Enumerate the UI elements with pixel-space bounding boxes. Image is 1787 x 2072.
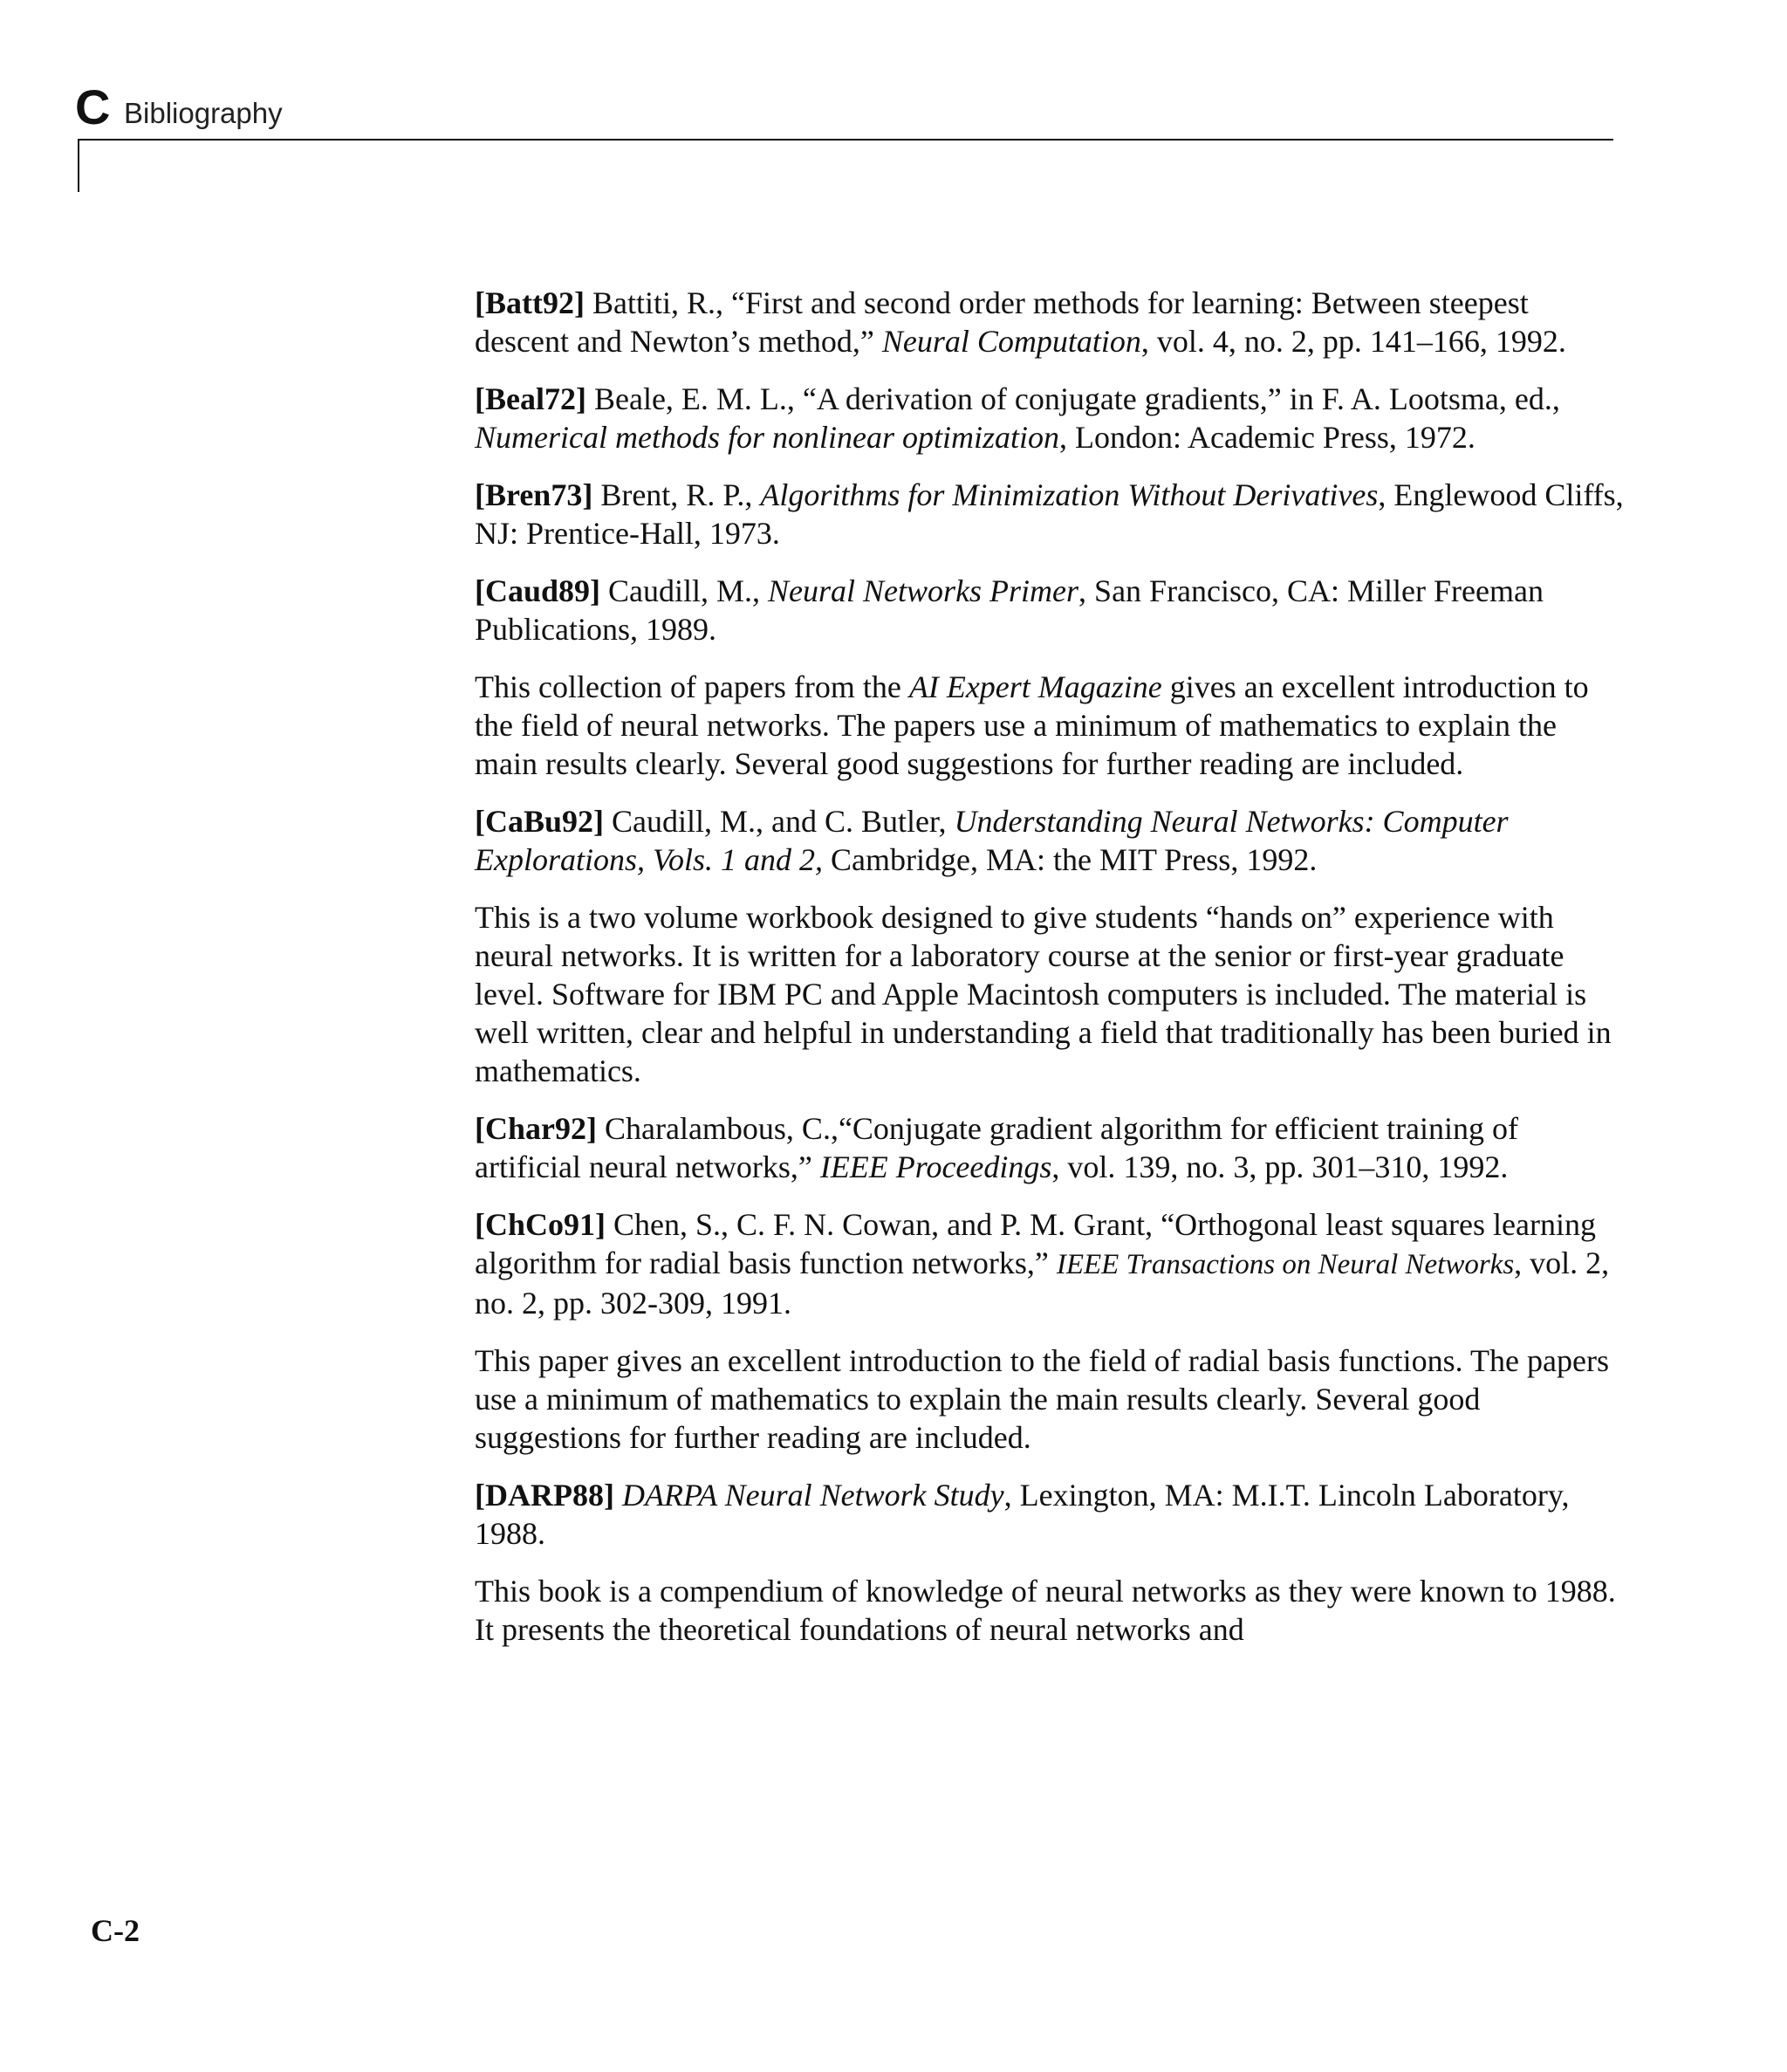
annotation-caud89 <box>475 668 1626 783</box>
entry-text: Caudill, M., and C. Butler, <box>604 804 955 839</box>
entry-text: Charalambous, C.,“Conjugate gradient algorithm for efficient training of artificial neural networks,” <box>475 1111 1519 1184</box>
bib-entry-chco91 <box>475 1205 1626 1322</box>
annotation-cabu92: This is a two volume workbook designed to give students “hands on” experience with neural networks. It is written for a laboratory course at the senior or first-year graduate level. Software for IBM PC and Apple Macintosh computers is included. The material is well written, clear and helpful in understanding a field that traditionally has been buried in mathematics. <box>475 900 1612 1088</box>
bib-entry-beal72 <box>475 380 1626 456</box>
annotation-darp88: This book is a compendium of knowledge of neural networks as they were known to 1988. It presents the theoretical foundations of neural networks and <box>475 1574 1616 1647</box>
bib-entry-caud89 <box>475 572 1626 648</box>
bib-entry-batt92 <box>475 284 1626 360</box>
citation-key: [ChCo91] <box>475 1207 606 1242</box>
citation-key: [Char92] <box>475 1111 597 1146</box>
entry-text: , Englewood Cliffs, NJ: Prentice-Hall, 1973. <box>475 477 1624 551</box>
entry-text: Beale, E. M. L., “A derivation of conjugate gradients,” in F. A. Lootsma, ed., <box>585 381 1560 416</box>
entry-title: Neural Computation <box>881 324 1141 359</box>
citation-key: [Bren73] <box>475 477 593 512</box>
entry-title: Numerical methods for nonlinear optimization <box>475 420 1059 455</box>
entry-text: Battiti, R., “First and second order methods for learning: Between steepest descent and Newton’s method,” <box>475 285 1529 359</box>
chapter-letter: C <box>75 79 111 134</box>
entry-text: , vol. 139, no. 3, pp. 301–310, 1992. <box>1051 1149 1509 1184</box>
citation-key: [Beal72] <box>475 381 586 416</box>
citation-key: [Batt92] <box>475 285 585 320</box>
entry-text: Chen, S., C. F. N. Cowan, and P. M. Grant, “Orthogonal least squares learning algorithm for radial basis function networks,” <box>475 1207 1596 1280</box>
header-rule-tick <box>78 139 79 192</box>
page-header <box>75 77 1619 147</box>
entry-text: , Lexington, MA: M.I.T. Lincoln Laboratory, 1988. <box>475 1478 1570 1551</box>
page-number: C-2 <box>91 1913 140 1948</box>
entry-title: Understanding Neural Networks: Computer Explorations, Vols. 1 and 2, <box>475 804 1509 877</box>
entry-title: DARPA Neural Network Study <box>621 1478 1004 1513</box>
entry-text <box>614 1478 622 1513</box>
citation-key: [CaBu92] <box>475 804 605 839</box>
header-rule <box>78 139 1613 141</box>
entry-text: , San Francisco, CA: Miller Freeman Publications, 1989. <box>475 573 1544 647</box>
chapter-title: Bibliography <box>124 97 283 129</box>
entry-text: , vol. 4, no. 2, pp. 141–166, 1992. <box>1140 324 1566 359</box>
annotation-chco91: This paper gives an excellent introduction to the field of radial basis functions. The papers use a minimum of mathematics to explain the main results clearly. Several good suggestions for further reading are included. <box>475 1343 1609 1455</box>
entry-title: Algorithms for Minimization Without Derivatives <box>760 477 1379 512</box>
entry-title: Neural Networks Primer <box>768 573 1079 608</box>
entry-text: Cambridge, MA: the MIT Press, 1992. <box>823 842 1318 877</box>
annotation-title: AI Expert Magazine <box>908 669 1162 704</box>
entry-text: , London: Academic Press, 1972. <box>1059 420 1475 455</box>
annotation-text: This collection of papers from the <box>475 669 909 704</box>
bib-entry-cabu92 <box>475 802 1626 879</box>
bib-entry-bren73 <box>475 476 1626 552</box>
entry-title: IEEE Transactions on Neural Networks <box>1056 1249 1515 1280</box>
citation-key: [Caud89] <box>475 573 601 608</box>
annotation-text: gives an excellent introduction to the field of neural networks. The papers use a minimum of mathematics to explain the main results clearly. Several good suggestions for further reading are included. <box>475 669 1589 781</box>
entry-text: Brent, R. P., <box>592 477 761 512</box>
entry-text: Caudill, M., <box>600 573 769 608</box>
entry-title: IEEE Proceedings <box>819 1149 1052 1184</box>
entry-text: , vol. 2, no. 2, pp. 302-309, 1991. <box>475 1245 1610 1321</box>
bib-entry-darp88 <box>475 1476 1626 1553</box>
bib-entry-char92 <box>475 1109 1626 1186</box>
citation-key: [DARP88] <box>475 1478 614 1513</box>
bibliography-content <box>475 284 1626 1668</box>
